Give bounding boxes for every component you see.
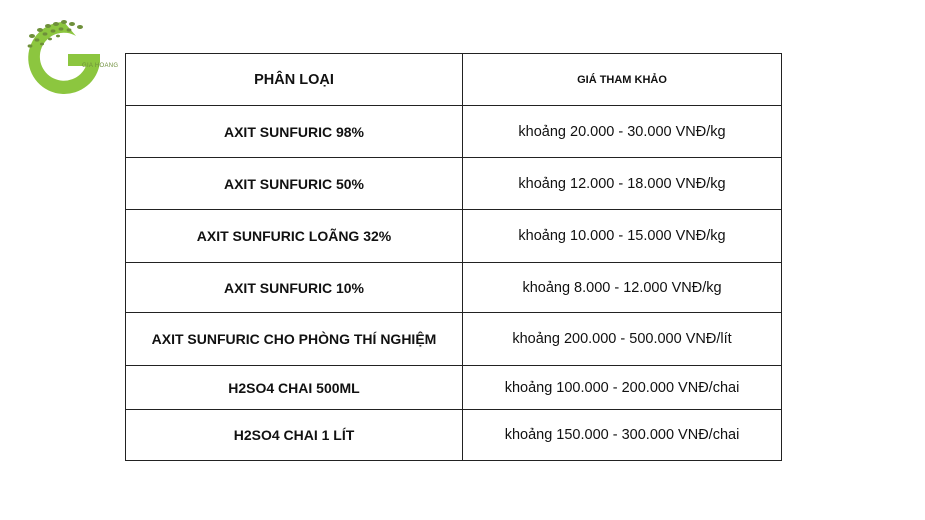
row-name: H2SO4 CHAI 1 LÍT [126, 410, 463, 461]
row-name: AXIT SUNFURIC 98% [126, 106, 463, 158]
row-price: khoảng 100.000 - 200.000 VNĐ/chai [463, 366, 782, 410]
row-price: khoảng 200.000 - 500.000 VNĐ/lít [463, 313, 782, 366]
header-price: GIÁ THAM KHẢO [463, 54, 782, 106]
table-header-row [126, 54, 782, 106]
table-row [126, 158, 782, 210]
row-price: khoảng 20.000 - 30.000 VNĐ/kg [463, 106, 782, 158]
table-row [126, 263, 782, 313]
row-name: AXIT SUNFURIC 10% [126, 263, 463, 313]
logo-g-icon [20, 14, 108, 100]
gia-hoang-logo [20, 14, 119, 100]
row-price: khoảng 10.000 - 15.000 VNĐ/kg [463, 210, 782, 263]
table-row [126, 410, 782, 461]
table-row [126, 106, 782, 158]
row-name: H2SO4 CHAI 500ML [126, 366, 463, 410]
row-price: khoảng 12.000 - 18.000 VNĐ/kg [463, 158, 782, 210]
row-name: AXIT SUNFURIC CHO PHÒNG THÍ NGHIỆM [126, 313, 463, 366]
row-price: khoảng 8.000 - 12.000 VNĐ/kg [463, 263, 782, 313]
table-row [126, 210, 782, 263]
header-category: PHÂN LOẠI [126, 54, 463, 106]
row-name: AXIT SUNFURIC 50% [126, 158, 463, 210]
logo-brand-text: GIA HOANG [82, 63, 119, 69]
table-row [126, 313, 782, 366]
table-row [126, 366, 782, 410]
row-name: AXIT SUNFURIC LOÃNG 32% [126, 210, 463, 263]
price-table [125, 53, 782, 461]
row-price: khoảng 150.000 - 300.000 VNĐ/chai [463, 410, 782, 461]
